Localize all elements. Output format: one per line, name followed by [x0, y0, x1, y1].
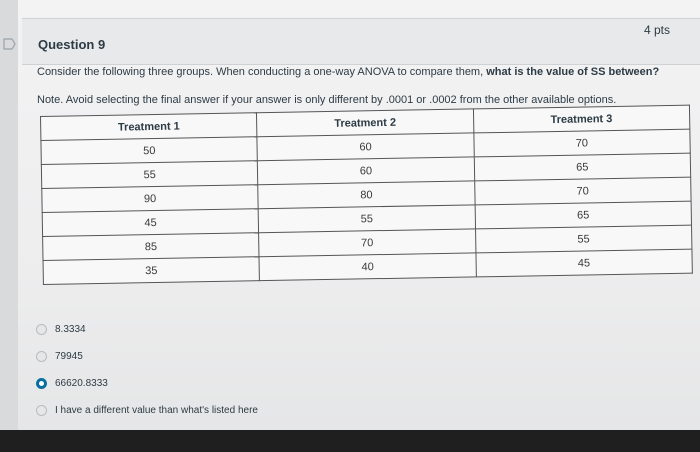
table-cell: 55 [41, 161, 258, 189]
question-note: Note. Avoid selecting the final answer if your answer is only different by .0001 or .0002 from the other available options. [37, 94, 617, 106]
table-cell: 50 [41, 137, 258, 165]
question-nav-strip [0, 0, 18, 452]
radio-button[interactable] [36, 405, 47, 416]
table-cell: 90 [42, 185, 259, 213]
table-cell: 55 [258, 205, 475, 233]
answer-options [36, 316, 676, 424]
table-cell: 40 [259, 253, 476, 281]
table-cell: 70 [259, 229, 476, 257]
table-cell: 45 [42, 209, 259, 237]
table-cell: 70 [474, 177, 691, 205]
radio-button-selected[interactable] [36, 378, 47, 389]
table-cell: 60 [258, 157, 475, 185]
prompt-emphasis: what is the value of SS between? [486, 66, 660, 78]
answer-label[interactable]: 79945 [55, 351, 83, 362]
header-treatment-1: Treatment 1 [41, 113, 258, 141]
answer-option-4[interactable] [36, 397, 676, 424]
table-cell: 85 [43, 233, 260, 261]
answer-label[interactable]: I have a different value than what's listed here [55, 405, 258, 416]
table-cell: 80 [258, 181, 475, 209]
answer-option-2[interactable] [36, 343, 676, 370]
answer-option-1[interactable] [36, 316, 676, 343]
table-cell: 45 [476, 249, 693, 277]
radio-button[interactable] [36, 351, 47, 362]
answer-option-3[interactable] [36, 370, 676, 397]
question-prompt [37, 66, 659, 78]
table-cell: 65 [475, 201, 692, 229]
answer-label[interactable]: 66620.8333 [55, 378, 108, 389]
screen-bezel [0, 430, 700, 452]
question-header [22, 18, 700, 65]
header-treatment-2: Treatment 2 [257, 109, 474, 137]
flag-icon[interactable] [3, 38, 17, 50]
question-title: Question 9 [38, 37, 106, 52]
prompt-text: Consider the following three groups. When conducting a one-way ANOVA to compare them, [37, 66, 487, 78]
answer-label[interactable]: 8.3334 [55, 324, 86, 335]
radio-button[interactable] [36, 324, 47, 335]
table-cell: 70 [474, 129, 691, 157]
table-cell: 60 [257, 133, 474, 161]
table-cell: 65 [474, 153, 691, 181]
header-treatment-3: Treatment 3 [473, 105, 690, 133]
data-table [40, 105, 693, 285]
table-cell: 55 [475, 225, 692, 253]
table-cell: 35 [43, 257, 260, 285]
question-points: 4 pts [644, 23, 671, 37]
